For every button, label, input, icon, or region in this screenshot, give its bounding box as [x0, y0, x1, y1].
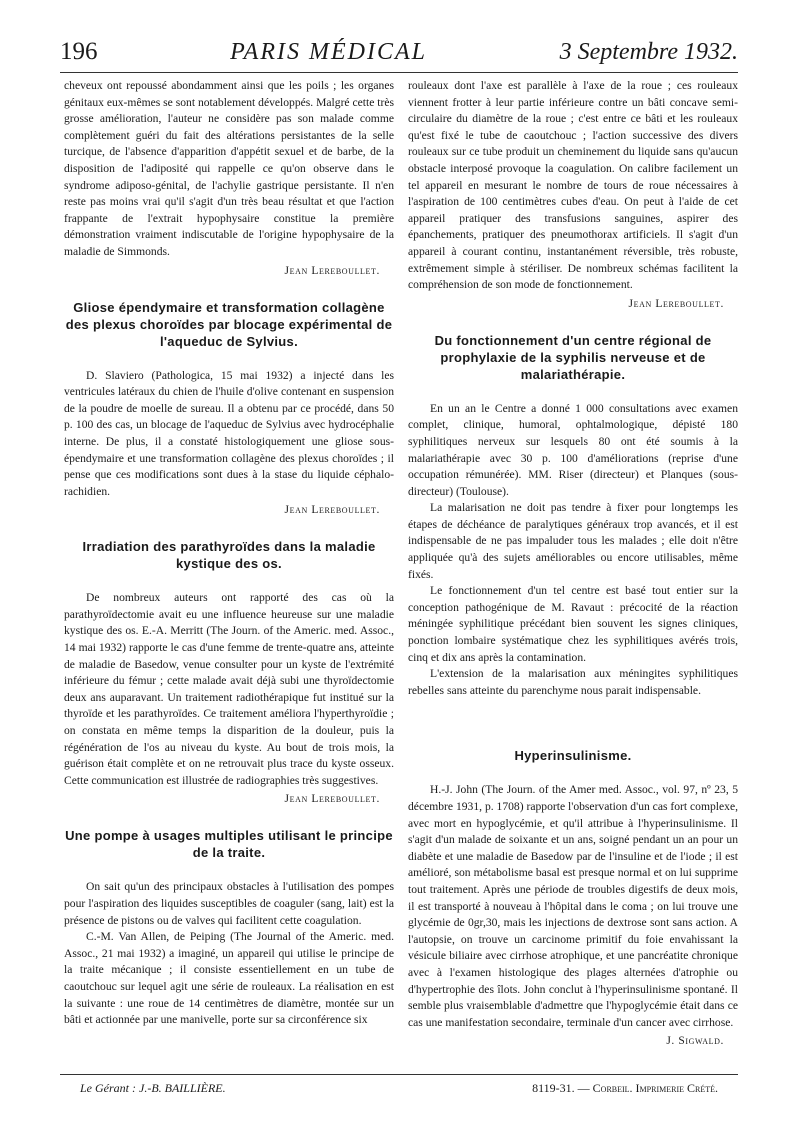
- page-number: 196: [60, 38, 98, 65]
- article-title: Du fonctionnement d'un centre régional de prophylaxie de la syphilis nerveuse et de malariathérapie.: [434, 332, 712, 382]
- signature: Jean Lereboullet.: [284, 264, 380, 277]
- article-body: Le fonctionnement d'un tel centre est basé tout entier sur la conception pathogénique de M. Ravaut : précocité de la réaction méningée syphilitique précédant bien souvent les signes cliniques, ponction lombaire systématique chez les syphilitiques avérés trois, cinq et dix ans après la contamination.: [408, 584, 738, 664]
- article-body: rouleaux dont l'axe est parallèle à l'axe de la roue ; ces rouleaux viennent frotter à leur partie inférieure contre un bâti concave semi-circulaire du diamètre de la roue ; c'est entre ce bâti et les rouleaux qu'est fixé le tube de caoutchouc ; l'action successive des divers rouleaux sur ce tube produit un cheminement du liquide sans qu'aucun obstacle interposé provoque la coagulation. On calibre facilement un tel appareil en mesurant le nombre de tours de roue nécessaires à l'aspiration de 100 centimètres cubes d'eau. On peut à l'aide de cet appareil pratiquer des transfusions sanguines, aspirer des épanchements, pratiquer des pneumothorax artificiels. Il s'agit d'un appareil à courant continu, instantanément réversible, très robuste, extrêmement simple à stériliser. De nombreux schémas facilitent la compréhension de son mode de fonctionnement.: [408, 79, 738, 292]
- issue-date: 3 Septembre 1932.: [559, 39, 738, 65]
- left-column: [64, 78, 394, 1029]
- article-title: Une pompe à usages multiples utilisant le principe de la traite.: [65, 828, 393, 861]
- article-body: C.-M. Van Allen, de Peiping (The Journal of the Americ. med. Assoc., 21 mai 1932) a imaginé, un appareil qui utilise le principe de la traite mécanique ; il consiste essentiellement en un tube de caoutchouc sur lequel agit une série de rouleaux. La réalisation en est la suivante : une roue de 14 centimètres de diamètre, montée sur un bâti et actionnée par une manivelle, porte sur sa circonférence six: [64, 930, 394, 1027]
- article-title: Gliose épendymaire et transformation collagène des plexus choroïdes par blocage expérimental de l'aqueduc de Sylvius.: [65, 299, 393, 349]
- signature: Jean Lereboullet.: [628, 297, 724, 310]
- article-body: L'extension de la malarisation aux méningites syphilitiques rebelles sans atteinte du parenchyme nous parait indispensable.: [408, 667, 738, 697]
- article-title: Irradiation des parathyroïdes dans la maladie kystique des os.: [82, 539, 376, 572]
- signature: Jean Lereboullet.: [284, 504, 380, 517]
- signature: Jean Lereboullet.: [284, 793, 380, 806]
- signature: J. Sigwald.: [666, 1035, 724, 1048]
- simmonds-continuation: cheveux ont repoussé abondamment ainsi que les poils ; les organes génitaux eux-mêmes se sont notablement développés. Malgré cette très grosse amélioration, l'auteur ne considère pas son malade comme complètement guéri du fait des altérations persistantes de la selle turcique, de l'absence d'apparition d'appétit sexuel et de barbe, de la disposition de l'adiposité qui rappelle ce qu'on observe dans le syndrome adiposo-génital, de l'achylie gastrique persistante. Il n'en reste pas moins vrai qu'il s'agit d'un très beau résultat et que l'action frappante de l'extrait hypophysaire constitue la première démonstration vraiment indiscutable de l'origine hypophysaire de la maladie de Simmonds.: [64, 79, 394, 258]
- article-body: H.-J. John (The Journ. of the Amer med. Assoc., vol. 97, nº 23, 5 décembre 1931, p. 1708) rapporte l'observation d'un cas fort complexe, avec mort en hypoglycémie, et qu'il attribue à l'hyperinsulinisme. Il s'agit d'un malade de soixante et un ans, soigné pendant un an pour un diabète et une maladie de Basedow par de l'insuline et de l'iode ; il est amélioré, son métabolisme basal est presque normal et on lui supprime tout traitement. Après une période de troubles digestifs de deux mois, il est transporté à nouveau à l'hôpital dans le coma ; on lui trouve une glycémie de 0gr,30, mais les injections de dextrose sont sans action. A l'autopsie, on trouve un carcinome primitif du foie envahissant la vésicule biliaire avec cirrhose atrophique, et une pancréatite chronique avec à l'examen histologique des plages alternées d'atrophie ou d'hypertrophie des îlots. John conclut à l'hyperinsulinisme spontané. Il semble plus vraisemblable d'admettre que l'hypoglycémie était dans ce cas une manifestation secondaire, terminale d'un cancer avec cirrhose.: [408, 783, 738, 1029]
- article-title: Hyperinsulinisme.: [514, 748, 632, 764]
- page-footer: [60, 1074, 738, 1096]
- section-spacer: [408, 699, 738, 747]
- article-body: La malarisation ne doit pas tendre à fixer pour longtemps les étapes de déchéance de paralytiques généraux trop avancés, et il est indispensable de ne pas impaluder tous les malades ; elle doit n'être appliquée qu'à des sujets améliorables ou encore utilisables, même fixés.: [408, 501, 738, 581]
- running-head: [60, 38, 738, 73]
- journal-title: PARIS MÉDICAL: [230, 39, 427, 65]
- printer-line: 8119-31. — Corbeil. Imprimerie Crété.: [532, 1081, 718, 1095]
- article-body: D. Slaviero (Pathologica, 15 mai 1932) a injecté dans les ventricules latéraux du chien de l'huile d'olive contenant en suspension de la poudre de moelle de sureau. Il a obtenu par ce procédé, dans 50 p. 100 des cas, un blocage de l'aqueduc de Sylvius avec hydrocéphalie interne. De plus, il a constaté histologiquement une gliose sous-épendymaire et une transformation collagène des plexus choroïdes ; il pense que ces modifications sont dues à la stase du liquide céphalo-rachidien.: [64, 368, 394, 498]
- publisher-line: Le Gérant : J.-B. BAILLIÈRE.: [80, 1081, 226, 1095]
- article-body: De nombreux auteurs ont rapporté des cas où la parathyroïdectomie avait eu une influence heureuse sur une maladie kystique des os. E.-A. Merritt (The Journ. of the Americ. med. Assoc., 14 mai 1932) rapporte le cas d'une femme de trente-quatre ans, atteinte de maladie de Basedow, venue consulter pour un kyste de l'extrémité inférieure du fémur ; cette malade avait déjà subi une thyroïdectomie deux ans auparavant. Un traitement radiothérapique fut institué sur la thyroïde et les parathyroïdes. Ce traitement améliora l'hyperthyroïdie ; on constata en même temps la disparition de la douleur, puis la régénération de l'os au niveau du kyste. Au bout de trois mois, la guérison était complète et on ne retrouvait plus trace du kyste osseux. Cette communication est illustrée de radiographies très suggestives.: [64, 591, 394, 787]
- article-body: En un an le Centre a donné 1 000 consultations avec examen complet, clinique, humoral, ophtalmologique, dépisté 180 syphilitiques nerveux sur lesquels 80 ont été soumis à la malariathérapie avec 30 p. 100 d'améliorations (reprise d'une occupation rémunérée). MM. Riser (directeur) et Planques (sous-directeur) (Toulouse).: [408, 401, 738, 498]
- article-body: On sait qu'un des principaux obstacles à l'utilisation des pompes pour l'aspiration des liquides susceptibles de coaguler (sang, lait) est la présence de pistons ou de valves qui facilitent cette coagulation.: [64, 880, 394, 927]
- right-column: [408, 78, 738, 1047]
